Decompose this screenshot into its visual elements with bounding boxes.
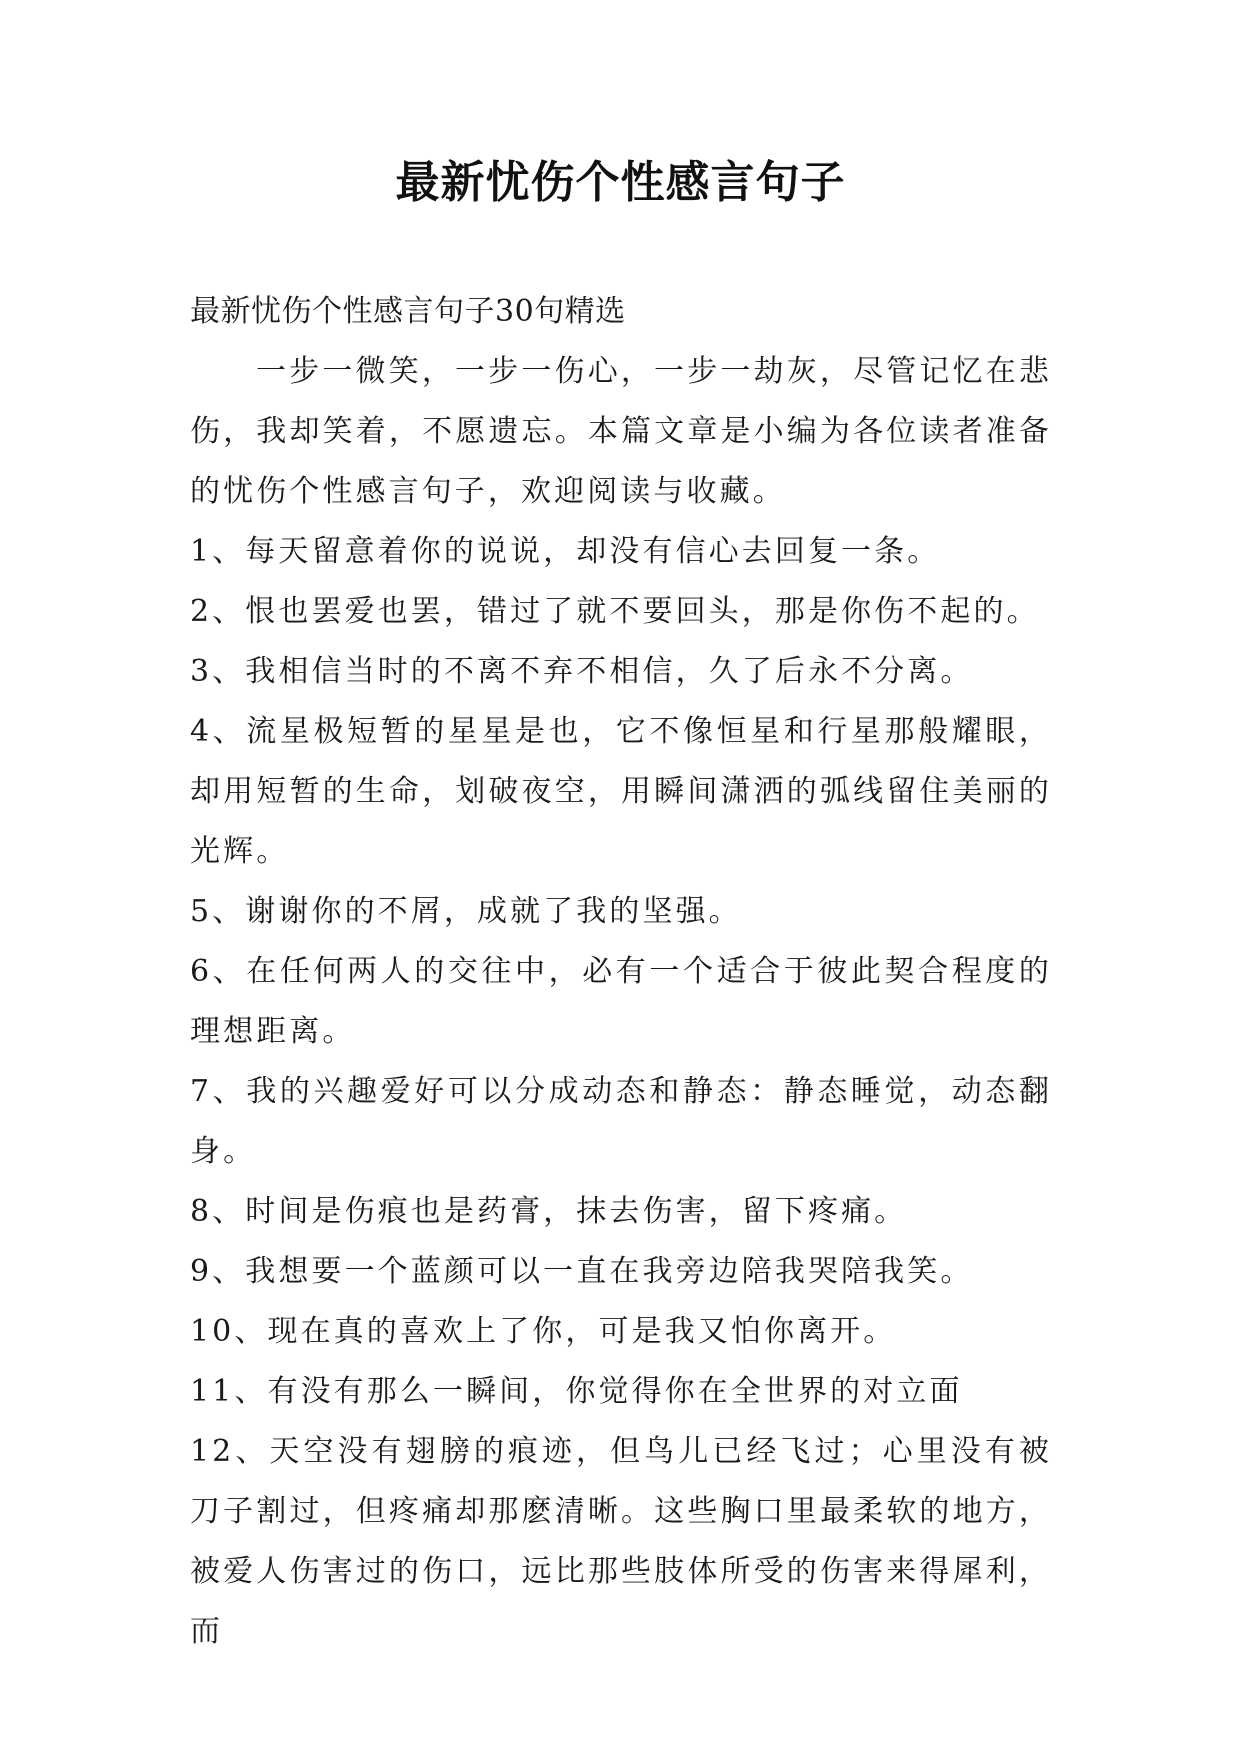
document-body [190, 282, 1052, 1662]
list-item: 4、流星极短暂的星星是也，它不像恒星和行星那般耀眼，却用短暂的生命，划破夜空，用瞬间潇洒的弧线留住美丽的光辉。 [190, 714, 1052, 869]
list-item: 10、现在真的喜欢上了你，可是我又怕你离开。 [190, 1314, 897, 1349]
list-item: 1、每天留意着你的说说，却没有信心去回复一条。 [190, 534, 941, 569]
document-subtitle: 最新忧伤个性感言句子30句精选 [190, 294, 626, 329]
list-item: 6、在任何两人的交往中，必有一个适合于彼此契合程度的理想距离。 [190, 954, 1052, 1049]
list-item: 7、我的兴趣爱好可以分成动态和静态：静态睡觉，动态翻身。 [190, 1074, 1052, 1169]
list-item: 2、恨也罢爱也罢，错过了就不要回头，那是你伤不起的。 [190, 594, 1040, 629]
list-item: 9、我想要一个蓝颜可以一直在我旁边陪我哭陪我笑。 [190, 1254, 974, 1289]
list-item: 5、谢谢你的不屑，成就了我的坚强。 [190, 894, 742, 929]
list-item: 12、天空没有翅膀的痕迹，但鸟儿已经飞过；心里没有被刀子割过，但疼痛却那麽清晰。这些胸口里最柔软的地方，被爱人伤害过的伤口，远比那些肢体所受的伤害来得犀利，而 [190, 1434, 1052, 1649]
list-item: 11、有没有那么一瞬间，你觉得你在全世界的对立面 [190, 1374, 963, 1409]
list-item: 3、我相信当时的不离不弃不相信，久了后永不分离。 [190, 654, 974, 689]
document-title: 最新忧伤个性感言句子 [395, 157, 846, 208]
list-item: 8、时间是伤痕也是药膏，抹去伤害，留下疼痛。 [190, 1194, 908, 1229]
intro-paragraph: 一步一微笑，一步一伤心，一步一劫灰，尽管记忆在悲伤，我却笑着，不愿遗忘。本篇文章是小编为各位读者准备的忧伤个性感言句子，欢迎阅读与收藏。 [190, 354, 1052, 509]
